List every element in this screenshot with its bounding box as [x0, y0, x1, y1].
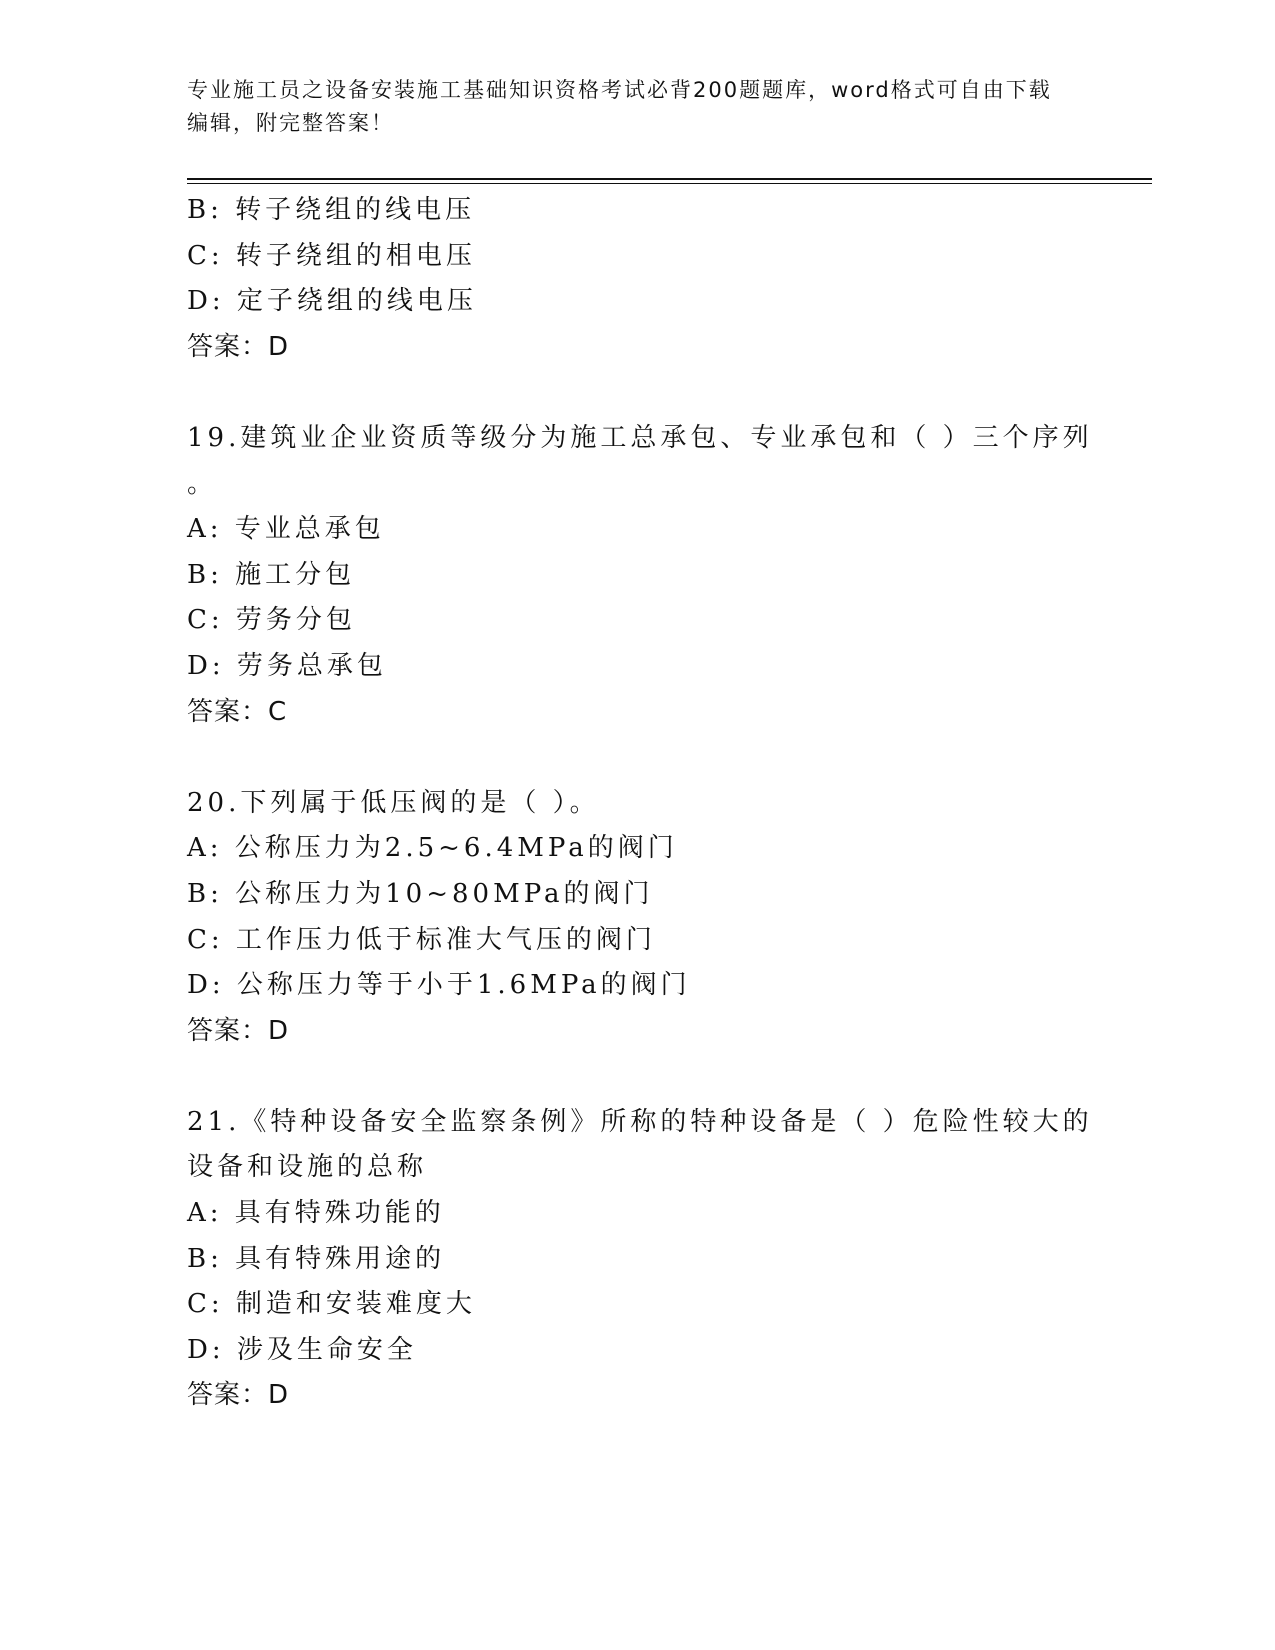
spacer	[187, 1054, 1087, 1100]
option-a: A: 具有特殊功能的	[187, 1198, 445, 1229]
option-a: A: 公称压力为2.5~6.4MPa的阀门	[187, 833, 678, 864]
question-stem: 20.下列属于低压阀的是（ ）。	[187, 787, 600, 818]
option-c: C: 工作压力低于标准大气压的阀门	[187, 924, 656, 955]
answer-line: 答案：C	[187, 696, 288, 727]
option-c: C: 转子绕组的相电压	[187, 240, 476, 271]
document-header: 专业施工员之设备安装施工基础知识资格考试必背200题题库，word格式可自由下载编辑，附完整答案！	[187, 78, 1052, 135]
spacer	[187, 735, 1087, 781]
option-d: D: 劳务总承包	[187, 650, 387, 681]
question-stem-continued: 。	[187, 468, 218, 499]
question-stem-continued: 设备和设施的总称	[187, 1152, 428, 1183]
question-stem: 19.建筑业企业资质等级分为施工总承包、专业承包和（ ）三个序列	[187, 422, 1093, 453]
option-d: D: 公称压力等于小于1.6MPa的阀门	[187, 970, 691, 1001]
option-b: B: 转子绕组的线电压	[187, 195, 476, 225]
option-a: A: 专业总承包	[187, 514, 385, 545]
header-rule-thick	[187, 178, 1152, 180]
option-d: D: 定子绕组的线电压	[187, 286, 477, 317]
answer-line: 答案：D	[187, 1380, 290, 1411]
question-block-20	[187, 781, 1087, 1055]
header-rule-thin	[187, 183, 1152, 184]
question-block-21	[187, 1100, 1093, 1419]
question-list	[187, 188, 1093, 1419]
question-stem: 21.《特种设备安全监察条例》所称的特种设备是（ ）危险性较大的	[187, 1106, 1093, 1137]
option-b: B: 公称压力为10~80MPa的阀门	[187, 878, 654, 909]
question-block-partial	[187, 188, 1087, 370]
option-b: B: 施工分包	[187, 559, 356, 590]
answer-line: 答案：D	[187, 1015, 290, 1046]
spacer	[187, 370, 1087, 416]
option-b: B: 具有特殊用途的	[187, 1243, 446, 1274]
option-c: C: 劳务分包	[187, 605, 356, 636]
question-block-19	[187, 416, 1093, 735]
option-d: D: 涉及生命安全	[187, 1334, 417, 1365]
option-c: C: 制造和安装难度大	[187, 1289, 476, 1320]
answer-line: 答案：D	[187, 331, 290, 362]
